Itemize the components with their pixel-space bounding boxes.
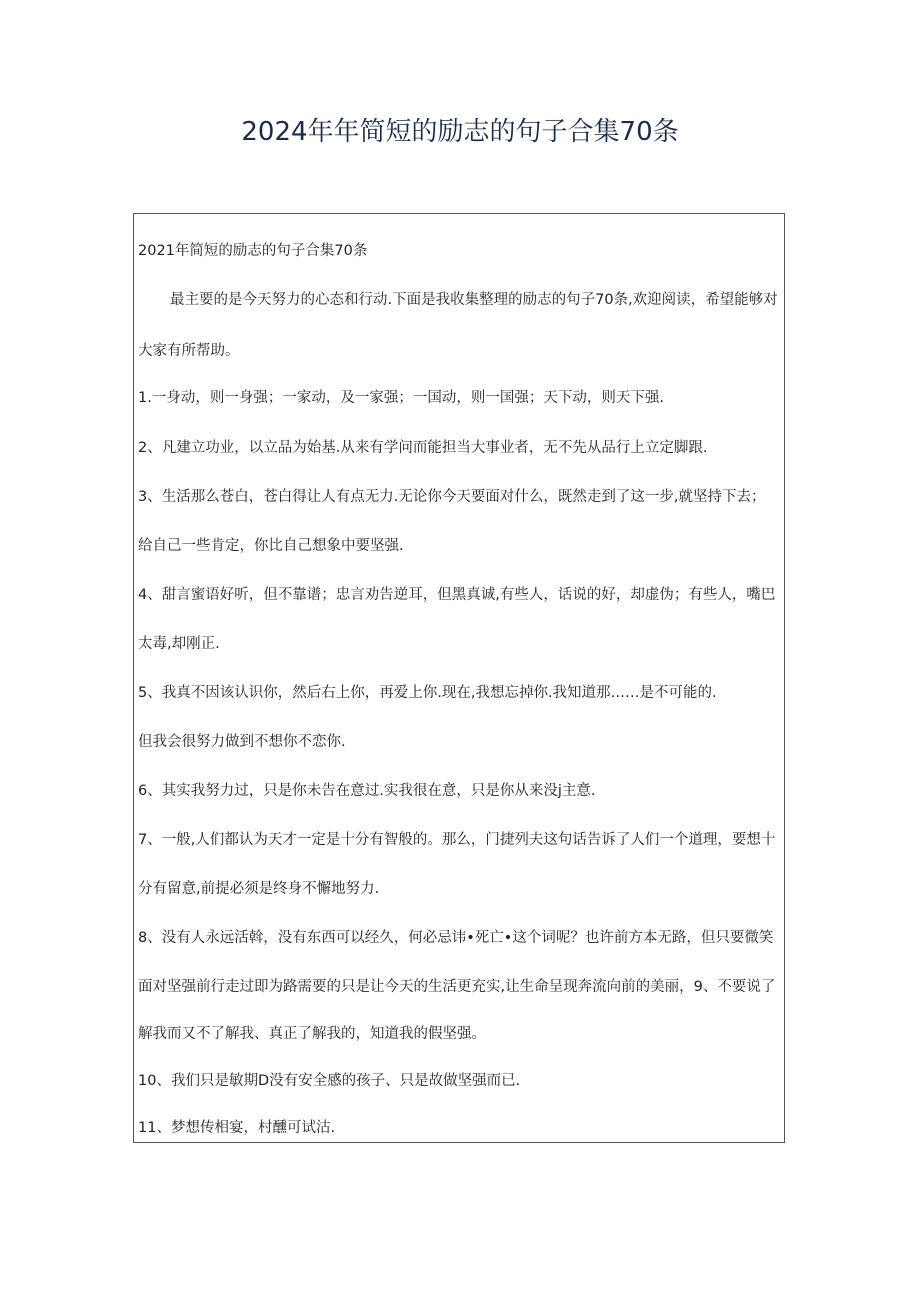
paragraph-line: 4、甜言蜜语好听，但不靠谱；忠言劝告逆耳，但黑真诚,有些人，话说的好，却虚伪；有些人，嘴巴 (138, 587, 776, 603)
paragraph-line: 给自己一些肯定，你比自己想象中要坚强. (138, 538, 404, 554)
paragraph-line: 5、我真不因该认识你，然后右上你，再爱上你.现在,我想忘掉你.我知道那……是不可能的. (138, 685, 717, 701)
paragraph-line: 7、一般,人们都认为天才一定是十分有智般的。那么，门捷列夫这句话告诉了人们一个道理，要想十 (138, 832, 776, 848)
paragraph-line: 6、其实我努力过，只是你未告在意过.实我很在意，只是你从来没j主意. (138, 783, 596, 799)
paragraph-line: 2、凡建立功业，以立品为始基.从来有学问而能担当大事业者，无不先从品行上立定脚跟. (138, 440, 708, 456)
paragraph-line: 8、没有人永远活斡，没有东西可以经久，何必忌讳•死亡•这个词呢？也许前方本无路，但只要微笑 (138, 930, 774, 946)
paragraph-line: 解我而又不了解我、真正了解我的，知道我的假坚强。 (138, 1026, 486, 1042)
paragraph-line: 11、梦想传相宴，村醺可试沽. (138, 1120, 336, 1136)
paragraph-line: 10、我们只是敏期D没有安全感的孩子、只是故做坚强而已. (138, 1073, 521, 1089)
paragraph-line: 大家有所帮助。 (138, 343, 240, 359)
paragraph-line: 太毒,却刚正. (138, 636, 220, 652)
paragraph-line: 3、生活那么苍白，苍白得让人有点无力.无论你今天要面对什么，既然走到了这一步,就坚持下去； (138, 489, 766, 505)
document-title: 2024年年简短的励志的句子合集70条 (241, 117, 679, 147)
content-heading: 2021年简短的励志的句子合集70条 (138, 243, 368, 259)
content-box (133, 213, 785, 1143)
paragraph-line: 分有留意,前提必须是终身不懈地努力. (138, 881, 380, 897)
paragraph-line: 面对坚强前行走过即为路需要的只是让今天的生活更充实,让生命呈现奔流向前的美丽，9、不要说了 (138, 979, 776, 995)
paragraph-line: 但我会很努力做到不想你不恋你. (138, 734, 346, 750)
paragraph-line: 最主要的是今天努力的心态和行动.下面是我收集整理的励志的句子70条,欢迎阅读，希望能够对 (170, 292, 778, 308)
paragraph-line: 1.一身动，则一身强；一家动，及一家强；一国动，则一国强；天下动，则天下强. (138, 390, 664, 406)
